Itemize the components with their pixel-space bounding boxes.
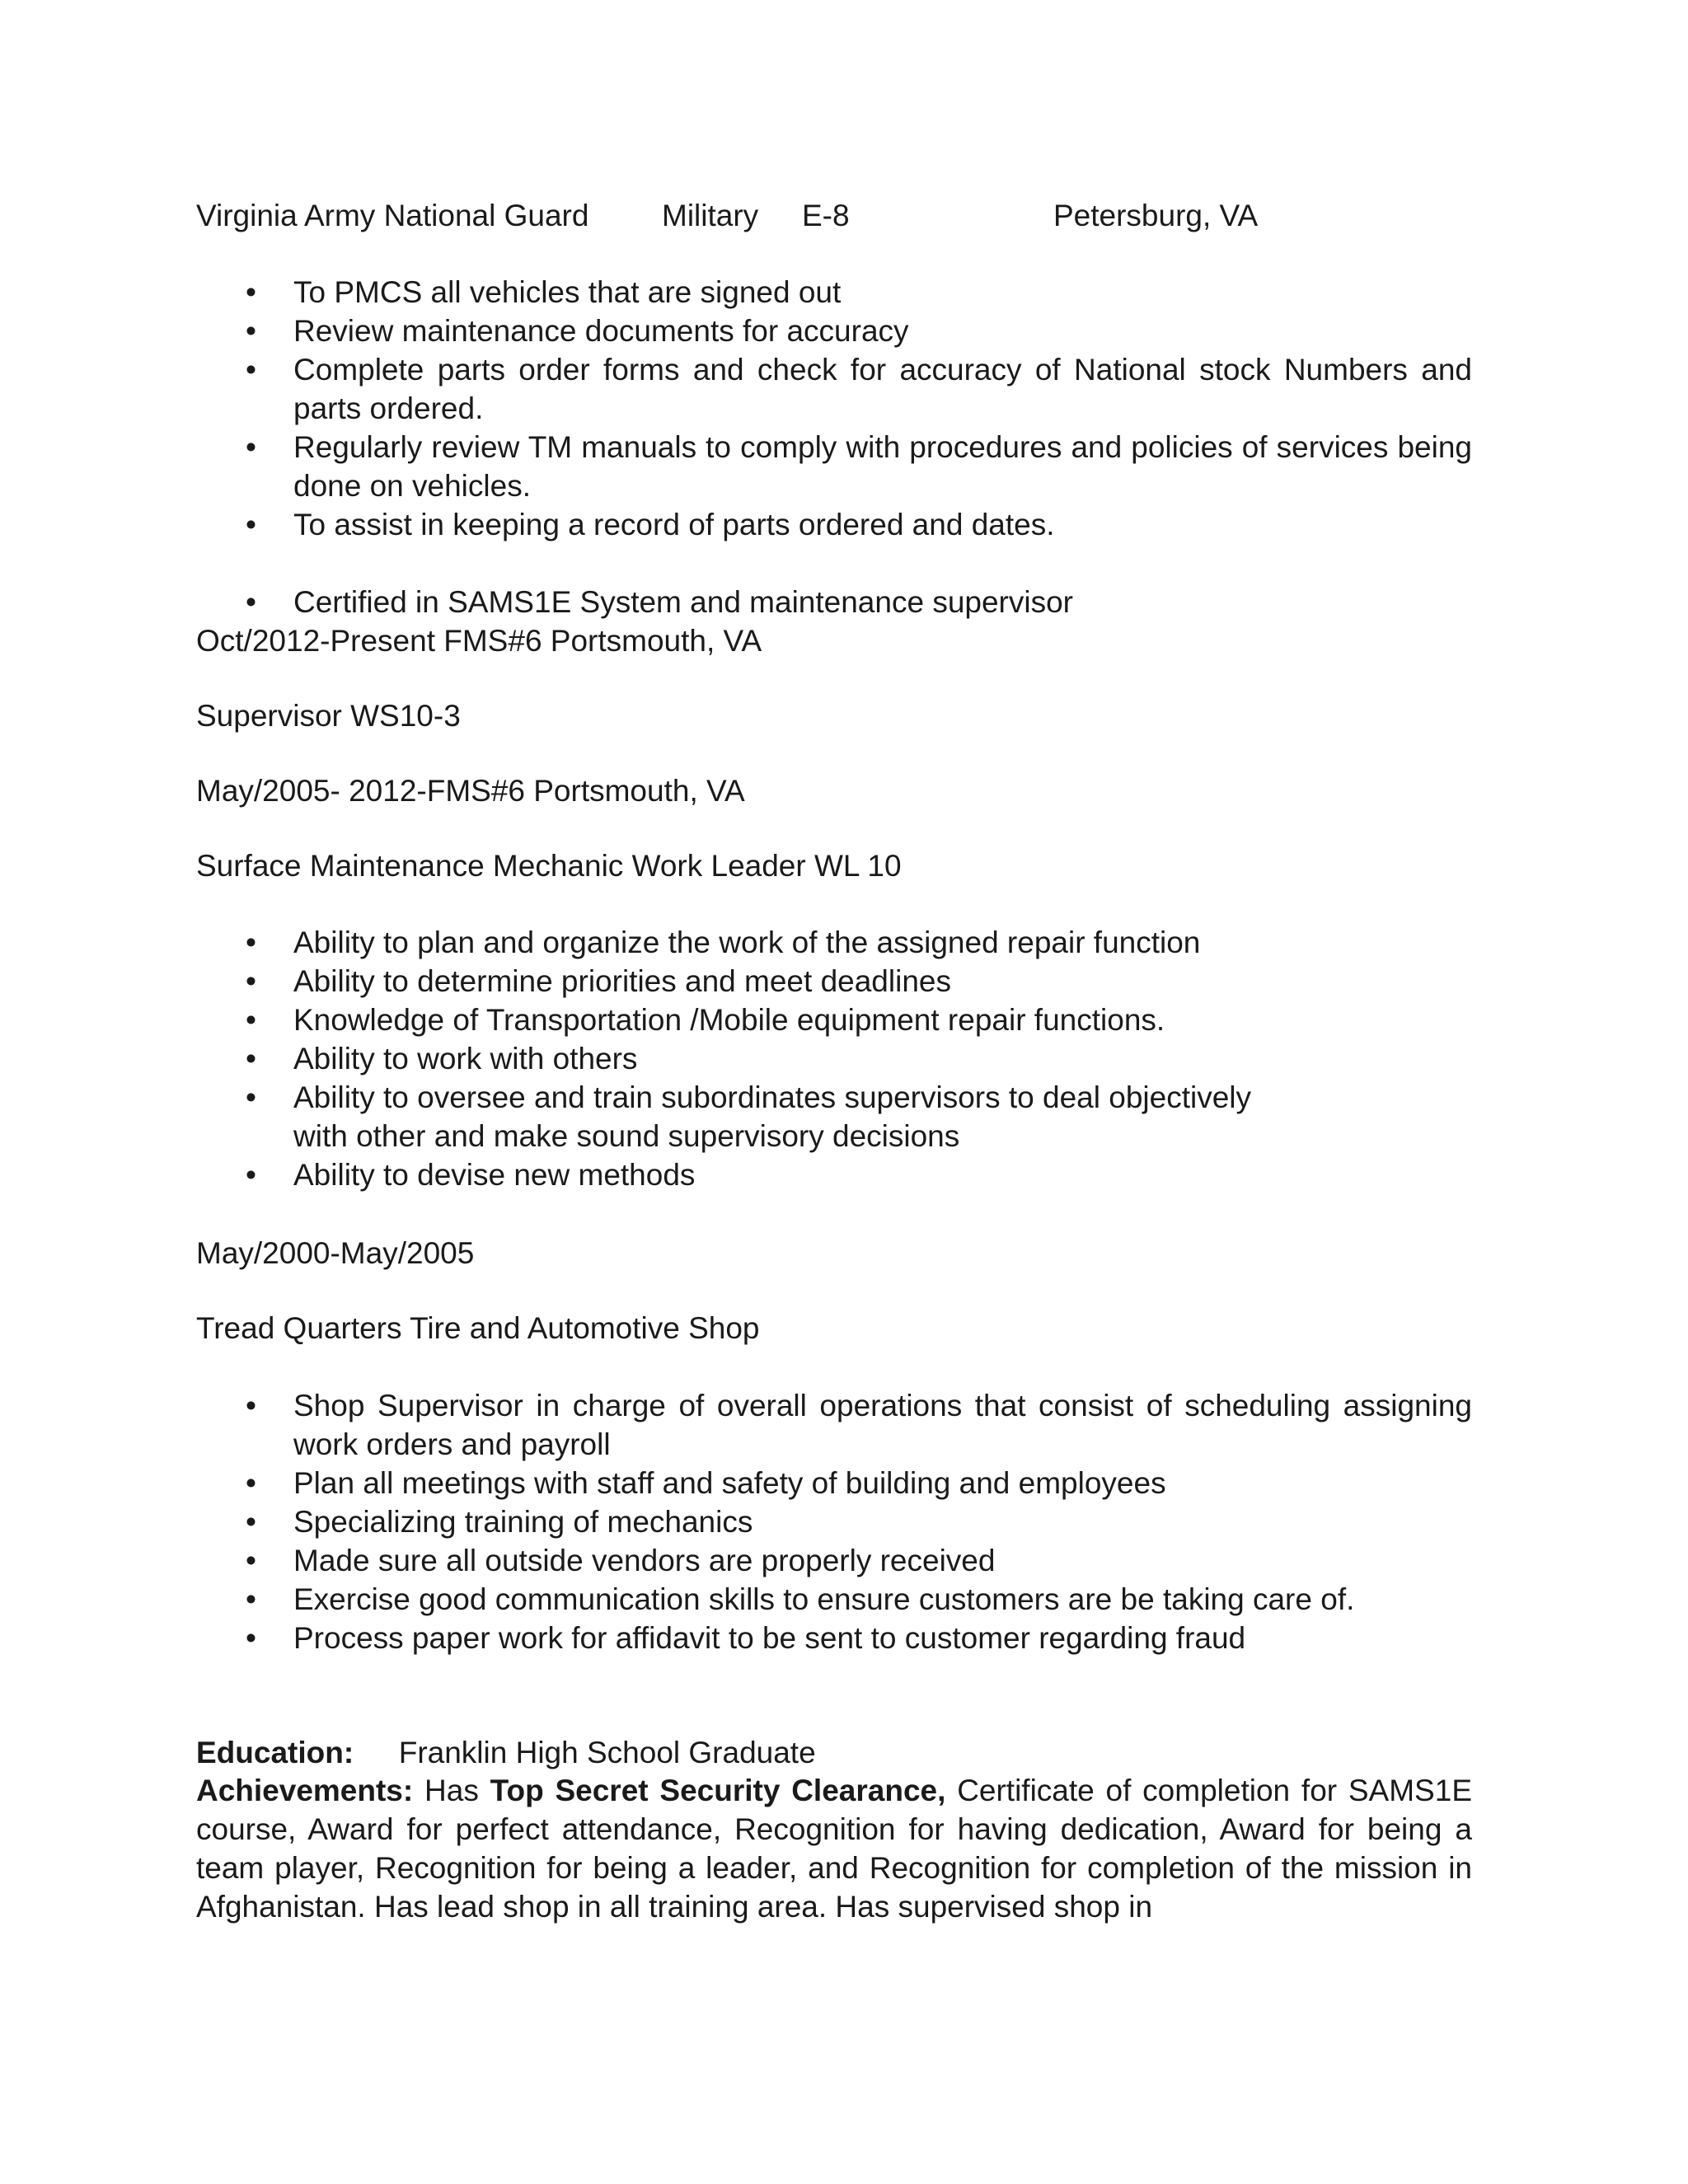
clearance-text: Top Secret Security Clearance, <box>490 1774 946 1807</box>
list-item: • Process paper work for affidavit to be sent to customer regarding fraud <box>196 1619 1472 1657</box>
list-item: • To PMCS all vehicles that are signed out <box>196 273 1472 312</box>
guard-certification-list <box>196 583 1472 621</box>
list-item: • Ability to determine priorities and meet deadlines <box>196 962 1472 1001</box>
list-item: • Specializing training of mechanics <box>196 1502 1472 1541</box>
list-item: • Made sure all outside vendors are properly received <box>196 1541 1472 1580</box>
list-item: • Ability to devise new methods <box>196 1155 1472 1194</box>
list-item: • Ability to plan and organize the work of the assigned repair function <box>196 923 1472 962</box>
list-item: • Review maintenance documents for accuracy <box>196 312 1472 350</box>
list-item: • Ability to oversee and train subordinates supervisors to deal objectively with other and make sound supervisory decisions <box>196 1078 1472 1155</box>
list-item: • Exercise good communication skills to ensure customers are be taking care of. <box>196 1580 1472 1619</box>
achievements-label: Achievements: <box>196 1774 414 1807</box>
fms-current-dates: Oct/2012-Present FMS#6 Portsmouth, VA <box>196 624 762 658</box>
list-item: • Certified in SAMS1E System and maintenance supervisor <box>196 583 1472 621</box>
list-item: • Regularly review TM manuals to comply with procedures and policies of services being done on vehicles. <box>196 428 1472 505</box>
fms-abilities-list <box>196 923 1472 1194</box>
fms-prior-dates: May/2005- 2012-FMS#6 Portsmouth, VA <box>196 774 745 808</box>
guard-duties-list <box>196 273 1472 544</box>
list-item: • Shop Supervisor in charge of overall operations that consist of scheduling assigning work orders and payroll <box>196 1386 1472 1464</box>
list-item: • Plan all meetings with staff and safety of building and employees <box>196 1464 1472 1502</box>
achievements-text: Certificate of completion for SAMS1E course, Award for perfect attendance, Recognition for having dedication, Award for being a team player, Recognition for being a leader, and Recognition for completion of the mission in Afghanistan. Has lead shop in all training area. Has supervised shop in <box>196 1774 1472 1924</box>
education-value: Franklin High School Graduate <box>398 1736 816 1769</box>
employer-name: Virginia Army National Guard <box>196 199 589 232</box>
list-item: • To assist in keeping a record of parts ordered and dates. <box>196 505 1472 544</box>
education-line <box>196 1733 816 1772</box>
list-item: • Knowledge of Transportation /Mobile equipment repair functions. <box>196 1001 1472 1039</box>
fms-current-title: Supervisor WS10-3 <box>196 699 461 733</box>
list-item: • Complete parts order forms and check for accuracy of National stock Numbers and parts ordered. <box>196 350 1472 428</box>
tread-dates: May/2000-May/2005 <box>196 1236 475 1270</box>
rank: E-8 <box>802 199 850 232</box>
list-item: • Ability to work with others <box>196 1039 1472 1078</box>
education-label: Education: <box>196 1736 354 1769</box>
tread-employer: Tread Quarters Tire and Automotive Shop <box>196 1311 760 1345</box>
employment-header <box>196 196 1472 235</box>
employer-location: Petersburg, VA <box>1053 199 1259 232</box>
achievements-paragraph <box>196 1771 1472 1926</box>
tread-duties-list <box>196 1386 1472 1657</box>
fms-prior-title: Surface Maintenance Mechanic Work Leader WL 10 <box>196 849 902 883</box>
achievements-lead: Has <box>424 1774 479 1807</box>
employment-type: Military <box>662 199 759 232</box>
